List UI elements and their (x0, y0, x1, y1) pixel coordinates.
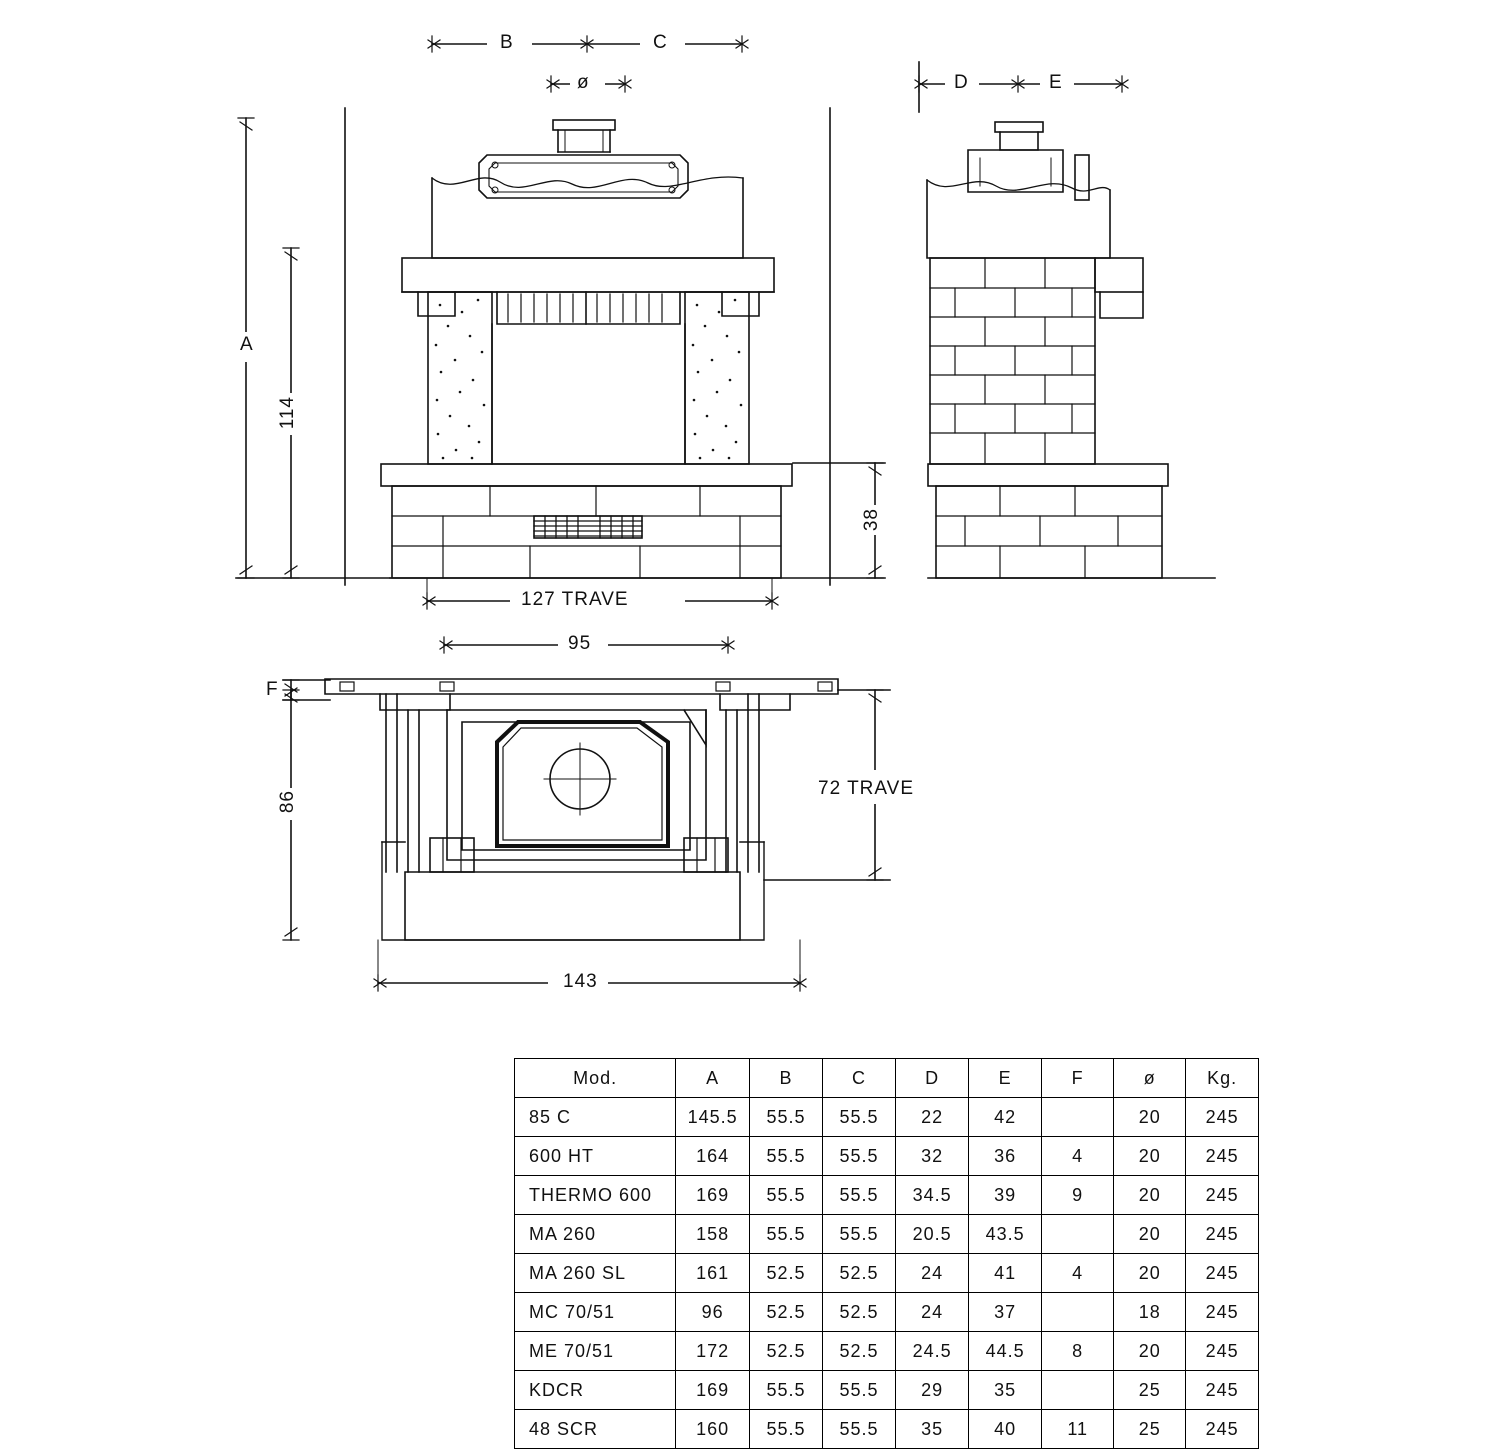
cell-a: 172 (676, 1332, 750, 1371)
dim-label-b: B (500, 32, 514, 53)
cell-kg: 245 (1186, 1410, 1259, 1449)
dim-label-f: F (266, 679, 279, 700)
cell-diameter: 20 (1114, 1332, 1186, 1371)
dim-label-127-trave: 127 TRAVE (521, 589, 629, 610)
dim-label-d: D (954, 72, 969, 93)
cell-kg: 245 (1186, 1254, 1259, 1293)
cell-f (1042, 1215, 1114, 1254)
cell-b: 52.5 (749, 1293, 822, 1332)
table-row (515, 1137, 1259, 1176)
table-row (515, 1176, 1259, 1215)
cell-mod: MA 260 SL (515, 1254, 676, 1293)
cell-a: 145.5 (676, 1098, 750, 1137)
column-header-b: B (749, 1059, 822, 1098)
cell-a: 160 (676, 1410, 750, 1449)
cell-c: 52.5 (823, 1332, 896, 1371)
table-row (515, 1215, 1259, 1254)
cell-a: 96 (676, 1293, 750, 1332)
cell-c: 55.5 (823, 1215, 896, 1254)
table-row (515, 1371, 1259, 1410)
table-row (515, 1410, 1259, 1449)
cell-b: 55.5 (749, 1176, 822, 1215)
cell-f: 9 (1042, 1176, 1114, 1215)
cell-mod: 48 SCR (515, 1410, 676, 1449)
cell-b: 52.5 (749, 1254, 822, 1293)
cell-d: 20.5 (896, 1215, 969, 1254)
cell-c: 55.5 (823, 1137, 896, 1176)
cell-kg: 245 (1186, 1215, 1259, 1254)
table-row (515, 1254, 1259, 1293)
cell-d: 24 (896, 1254, 969, 1293)
dim-label-95: 95 (568, 633, 592, 654)
cell-c: 55.5 (823, 1098, 896, 1137)
dim-label-diameter: ø (577, 72, 590, 93)
cell-b: 55.5 (749, 1215, 822, 1254)
cell-b: 55.5 (749, 1137, 822, 1176)
cell-f (1042, 1371, 1114, 1410)
dim-label-86: 86 (277, 790, 298, 814)
cell-b: 55.5 (749, 1371, 822, 1410)
cell-e: 43.5 (969, 1215, 1042, 1254)
cell-b: 55.5 (749, 1410, 822, 1449)
cell-f: 11 (1042, 1410, 1114, 1449)
cell-f (1042, 1098, 1114, 1137)
table-header-row (515, 1059, 1259, 1098)
cell-e: 42 (969, 1098, 1042, 1137)
cell-diameter: 25 (1114, 1371, 1186, 1410)
cell-kg: 245 (1186, 1371, 1259, 1410)
cell-b: 55.5 (749, 1098, 822, 1137)
cell-e: 37 (969, 1293, 1042, 1332)
column-header-mod: Mod. (515, 1059, 676, 1098)
cell-mod: 600 HT (515, 1137, 676, 1176)
cell-c: 52.5 (823, 1254, 896, 1293)
cell-diameter: 25 (1114, 1410, 1186, 1449)
cell-c: 55.5 (823, 1371, 896, 1410)
dim-label-114: 114 (277, 396, 298, 430)
cell-mod: 85 C (515, 1098, 676, 1137)
column-header-f: F (1042, 1059, 1114, 1098)
column-header-diameter: ø (1114, 1059, 1186, 1098)
spec-table (514, 1058, 1259, 1449)
cell-d: 22 (896, 1098, 969, 1137)
cell-diameter: 20 (1114, 1215, 1186, 1254)
dim-label-38: 38 (861, 508, 882, 532)
cell-d: 29 (896, 1371, 969, 1410)
cell-kg: 245 (1186, 1098, 1259, 1137)
column-header-c: C (823, 1059, 896, 1098)
cell-e: 35 (969, 1371, 1042, 1410)
cell-f: 8 (1042, 1332, 1114, 1371)
cell-f: 4 (1042, 1254, 1114, 1293)
dim-label-72-trave: 72 TRAVE (818, 778, 915, 799)
cell-c: 52.5 (823, 1293, 896, 1332)
column-header-kg: Kg. (1186, 1059, 1259, 1098)
cell-a: 158 (676, 1215, 750, 1254)
cell-kg: 245 (1186, 1332, 1259, 1371)
cell-d: 24.5 (896, 1332, 969, 1371)
cell-diameter: 18 (1114, 1293, 1186, 1332)
spec-table-container (514, 1058, 1259, 1449)
dim-label-a: A (240, 334, 254, 355)
cell-d: 35 (896, 1410, 969, 1449)
cell-mod: MA 260 (515, 1215, 676, 1254)
cell-mod: KDCR (515, 1371, 676, 1410)
column-header-d: D (896, 1059, 969, 1098)
column-header-e: E (969, 1059, 1042, 1098)
dim-label-e: E (1049, 72, 1063, 93)
cell-a: 169 (676, 1371, 750, 1410)
cell-e: 41 (969, 1254, 1042, 1293)
cell-d: 32 (896, 1137, 969, 1176)
cell-c: 55.5 (823, 1410, 896, 1449)
dim-label-c: C (653, 32, 668, 53)
cell-diameter: 20 (1114, 1098, 1186, 1137)
cell-mod: THERMO 600 (515, 1176, 676, 1215)
cell-e: 39 (969, 1176, 1042, 1215)
cell-diameter: 20 (1114, 1137, 1186, 1176)
table-row (515, 1332, 1259, 1371)
cell-b: 52.5 (749, 1332, 822, 1371)
cell-mod: ME 70/51 (515, 1332, 676, 1371)
table-row (515, 1293, 1259, 1332)
cell-e: 36 (969, 1137, 1042, 1176)
dim-label-143: 143 (563, 971, 598, 992)
cell-e: 40 (969, 1410, 1042, 1449)
cell-diameter: 20 (1114, 1254, 1186, 1293)
cell-f (1042, 1293, 1114, 1332)
cell-c: 55.5 (823, 1176, 896, 1215)
table-row (515, 1098, 1259, 1137)
cell-e: 44.5 (969, 1332, 1042, 1371)
cell-d: 34.5 (896, 1176, 969, 1215)
cell-a: 164 (676, 1137, 750, 1176)
cell-diameter: 20 (1114, 1176, 1186, 1215)
cell-d: 24 (896, 1293, 969, 1332)
cell-a: 161 (676, 1254, 750, 1293)
cell-kg: 245 (1186, 1137, 1259, 1176)
cell-f: 4 (1042, 1137, 1114, 1176)
column-header-a: A (676, 1059, 750, 1098)
cell-mod: MC 70/51 (515, 1293, 676, 1332)
cell-kg: 245 (1186, 1176, 1259, 1215)
cell-a: 169 (676, 1176, 750, 1215)
cell-kg: 245 (1186, 1293, 1259, 1332)
